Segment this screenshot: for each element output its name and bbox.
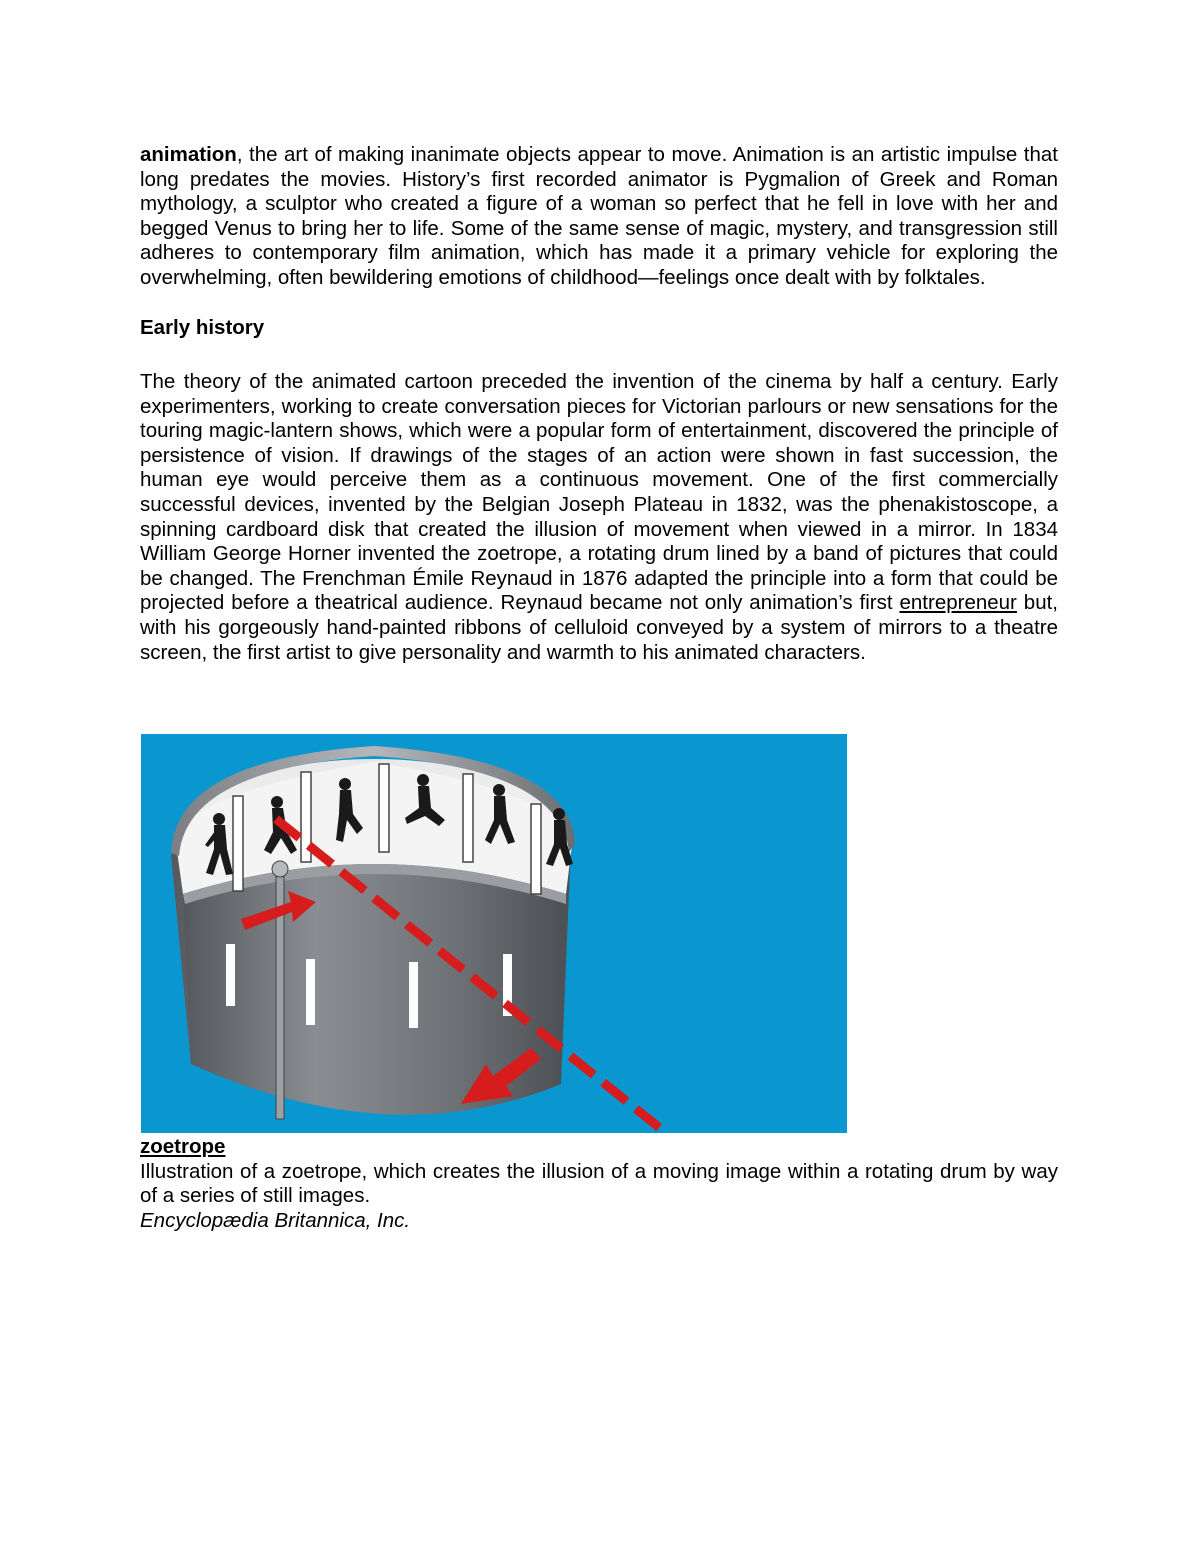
outer-slit [409,962,418,1028]
outer-slit [226,944,235,1006]
para-part-b: but, with his gorgeously hand-painted ribbons of celluloid conveyed by a system of mirrors to a theatre screen, the first artist to give personality and warmth to his animated characters. [140,591,1059,664]
zoetrope-illustration [141,734,847,1133]
entrepreneur-link[interactable]: entrepreneur [899,591,1017,615]
caption-title-link[interactable]: zoetrope [140,1135,226,1158]
inner-slit [463,774,473,862]
intro-paragraph [140,143,1058,291]
inner-slit [531,804,541,894]
para-part-a: The theory of the animated cartoon preceded the invention of the cinema by half a century. Early experimenters, working to create conversation pieces for Victorian parlours or new sensations for the touring magic-lantern shows, which were a popular form of entertainment, discovered the principle of persistence of vision. If drawings of the stages of an action were shown in fast succession, the human eye would perceive them as a continuous movement. One of the first commercially successful devices, invented by the Belgian Joseph Plateau in 1832, was the phenakistoscope, a spinning cardboard disk that created the illusion of movement when viewed in a mirror. In 1834 William George Horner invented the zoetrope, a rotating drum lined by a band of pictures that could be changed. The Frenchman Émile Reynaud in 1876 adapted the principle into a form that could be projected before a theatrical audience. Reynaud became not only animation’s first [140,370,1058,615]
caption-credit: Encyclopædia Britannica, Inc. [140,1208,411,1232]
figure-caption [140,1135,1058,1233]
inner-slit [233,796,243,891]
intro-text: , the art of making inanimate objects appear to move. Animation is an artistic impulse that long predates the movies. History’s first recorded animator is Pygmalion of Greek and Roman mythology, a sculptor who created a figure of a woman so perfect that he fell in love with her and begged Venus to bring her to life. Some of the same sense of magic, mystery, and transgression still adheres to contemporary film animation, which has made it a primary vehicle for exploring the overwhelming, often bewildering emotions of childhood—feelings once dealt with by folktales. [140,143,1058,289]
caption-text: Illustration of a zoetrope, which creates the illusion of a moving image within a rotating drum by way of a series of still images. [140,1159,1058,1208]
section-heading: Early history [140,316,265,339]
term-animation: animation [140,143,237,166]
outer-slit [306,959,315,1025]
inner-slit [379,764,389,852]
drum-seam-cap [272,861,288,877]
early-history-paragraph [140,370,1058,665]
